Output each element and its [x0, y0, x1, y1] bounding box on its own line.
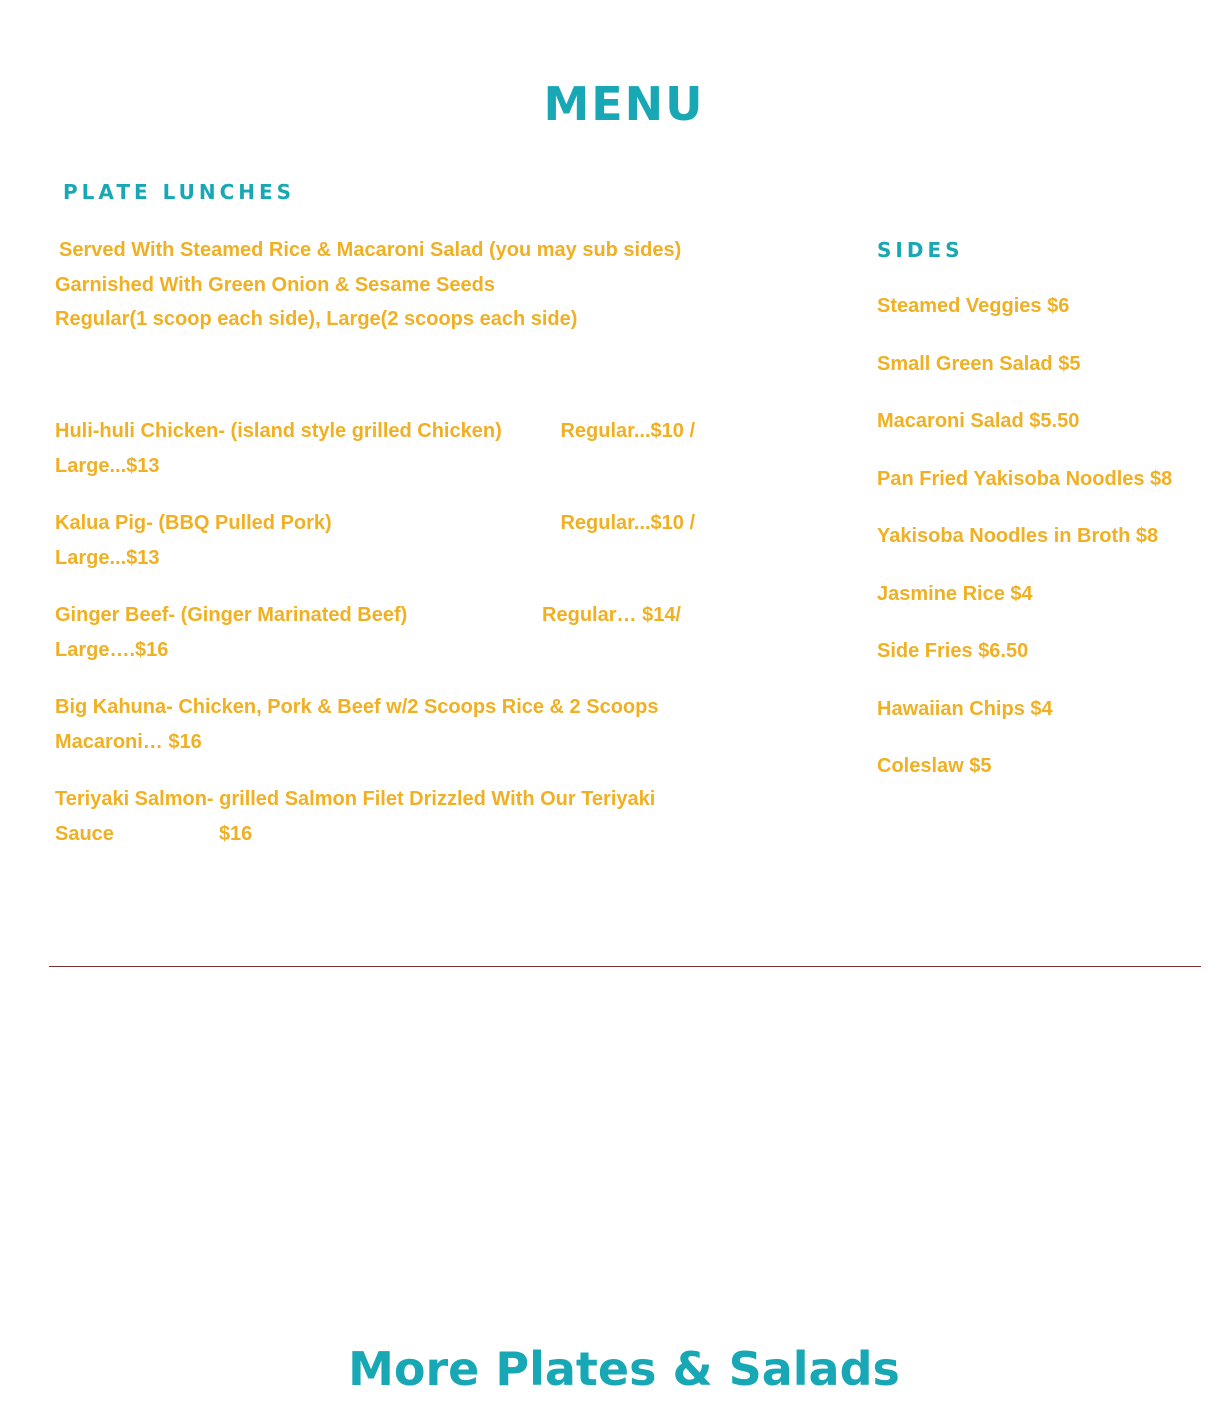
section-divider: [49, 966, 1201, 967]
item-name: Ginger Beef- (Ginger Marinated Beef): [55, 604, 408, 626]
plate-item-ginger-beef: [55, 598, 695, 668]
item-name: Kalua Pig- (BBQ Pulled Pork): [55, 512, 332, 534]
side-item-side-fries: Side Fries $6.50: [877, 640, 1029, 662]
side-item-hawaiian-chips: Hawaiian Chips $4: [877, 697, 1053, 720]
side-item-small-green-salad: Small Green Salad $5: [877, 352, 1081, 375]
item-price-regular: Regular...$10 /: [560, 420, 695, 442]
item-name: Big Kahuna- Chicken, Pork & Beef w/2 Scoops Rice & 2 Scoops: [55, 696, 659, 718]
intro-line-sides: Served With Steamed Rice & Macaroni Salad (you may sub sides): [59, 239, 682, 261]
item-price-large: Large….$16: [55, 639, 169, 661]
page-title: MENU: [543, 77, 705, 131]
item-price: $16: [218, 823, 253, 845]
plate-lunch-list: [55, 414, 695, 874]
side-item-yakisoba-broth: Yakisoba Noodles in Broth $8: [877, 525, 1159, 547]
side-item-pan-fried-yakisoba: Pan Fried Yakisoba Noodles $8: [877, 467, 1173, 490]
side-item-macaroni-salad: Macaroni Salad $5.50: [877, 410, 1080, 432]
sides-heading: SIDES: [877, 238, 964, 262]
item-description-cont: Sauce: [55, 823, 114, 845]
intro-line-garnish: Garnished With Green Onion & Sesame Seeds: [55, 273, 495, 296]
sides-list: [877, 290, 1172, 808]
plate-item-teriyaki-salmon: [55, 782, 695, 852]
plate-item-big-kahuna: [55, 690, 695, 760]
item-price-regular: Regular...$10 /: [560, 512, 695, 534]
item-name: Teriyaki Salmon- grilled Salmon Filet Drizzled With Our Teriyaki: [55, 788, 656, 810]
side-item-jasmine-rice: Jasmine Rice $4: [877, 582, 1033, 605]
item-description-cont: Macaroni… $16: [55, 731, 202, 753]
more-plates-title: More Plates & Salads: [348, 1342, 900, 1396]
item-name: Huli-huli Chicken- (island style grilled Chicken): [55, 420, 502, 442]
side-item-steamed-veggies: Steamed Veggies $6: [877, 295, 1070, 317]
side-item-coleslaw: Coleslaw $5: [877, 755, 992, 777]
plate-item-huli-huli-chicken: [55, 414, 695, 484]
plate-lunches-heading: PLATE LUNCHES: [63, 180, 296, 204]
item-price-large: Large...$13: [55, 547, 160, 569]
plate-lunches-intro: [55, 233, 681, 337]
item-price-regular: Regular… $14/: [542, 604, 681, 626]
item-price-large: Large...$13: [55, 455, 160, 477]
intro-line-sizes: Regular(1 scoop each side), Large(2 scoops each side): [55, 308, 578, 330]
plate-item-kalua-pig: [55, 506, 695, 576]
